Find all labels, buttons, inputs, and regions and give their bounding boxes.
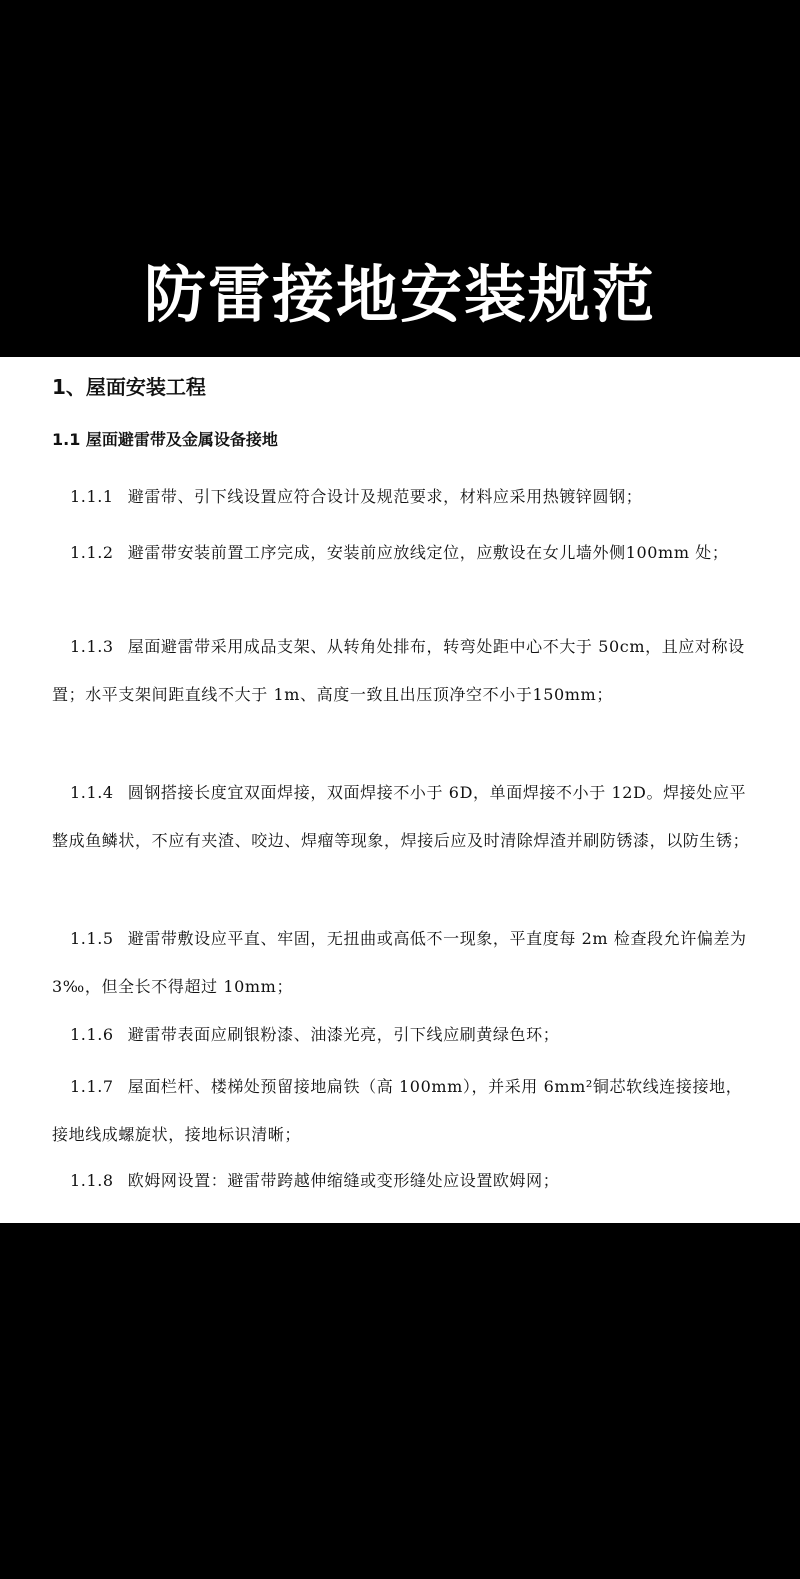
item-text: 避雷带敷设应平直、牢固，无扭曲或高低不一现象，平直度每 2m 检查段允许偏差为 3‰，但全长不得超过 10mm； [52,929,747,996]
footer-band [0,1223,800,1579]
item-text: 屋面栏杆、楼梯处预留接地扁铁（高 100mm），并采用 6mm²铜芯软线连接接地，接地线成螺旋状，接地标识清晰； [52,1077,743,1144]
item-number: 1.1.1 [70,487,114,506]
list-item [52,473,752,521]
list-item [52,769,752,865]
page-title: 防雷接地安装规范 [143,258,656,331]
list-item [52,1063,752,1159]
item-text: 圆钢搭接长度宜双面焊接，双面焊接不小于 6D，单面焊接不小于 12D。焊接处应平整成鱼鳞状，不应有夹渣、咬边、焊瘤等现象，焊接后应及时清除焊渣并刷防锈漆，以防生锈； [52,783,750,850]
item-text: 避雷带安装前置工序完成，安装前应放线定位，应敷设在女儿墙外侧100mm 处； [127,543,729,562]
section-heading: 1、屋面安装工程 [52,375,206,399]
list-item [52,915,752,1011]
item-number: 1.1.3 [70,637,114,656]
item-number: 1.1.5 [70,929,114,948]
item-number: 1.1.6 [70,1025,114,1044]
item-number: 1.1.7 [70,1077,114,1096]
subsection-heading: 1.1 屋面避雷带及金属设备接地 [52,430,278,449]
item-number: 1.1.4 [70,783,114,802]
item-text: 欧姆网设置：避雷带跨越伸缩缝或变形缝处应设置欧姆网； [127,1171,560,1190]
list-item [52,529,752,577]
item-text: 屋面避雷带采用成品支架、从转角处排布，转弯处距中心不大于 50cm，且应对称设置；水平支架间距直线不大于 1m、高度一致且出压顶净空不小于150mm； [52,637,745,704]
item-text: 避雷带表面应刷银粉漆、油漆光亮，引下线应刷黄绿色环； [127,1025,560,1044]
document-body [0,357,800,1223]
item-text: 避雷带、引下线设置应符合设计及规范要求，材料应采用热镀锌圆钢； [127,487,643,506]
list-item [52,623,752,719]
item-number: 1.1.8 [70,1171,114,1190]
item-number: 1.1.2 [70,543,114,562]
list-item [52,1011,752,1059]
list-item [52,1157,752,1205]
